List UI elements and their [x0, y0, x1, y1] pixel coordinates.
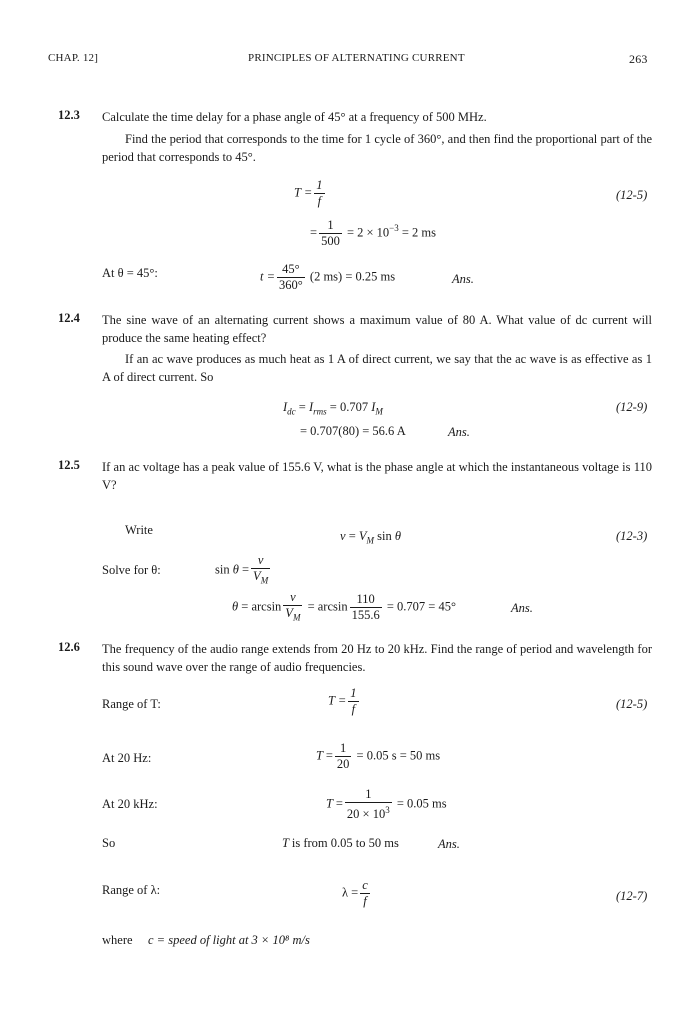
label-solve-theta: Solve for θ: — [102, 563, 161, 577]
page-number: 263 — [629, 52, 648, 66]
equation-dc-rms: $I_{dc} = I_{rms} = 0.707$ $I_M$ — [283, 400, 383, 417]
label-range-period: Range of T: — [102, 697, 161, 711]
problem-question: The frequency of the audio range extends from 20 Hz to 20 kHz. Find the range of period and wavelength for this sound wave over the range of audio frequencies. — [102, 642, 652, 674]
label-at-angle: At θ = 45°: — [102, 266, 158, 280]
problem-number: 12.6 — [58, 640, 80, 654]
label-so: So — [102, 836, 116, 850]
equation-period-range: T is from 0.05 to 50 ms — [282, 836, 399, 850]
running-header-chapter: CHAP. 12] — [48, 52, 99, 64]
equation-sin-theta: sin θ = $\frac{v}{V_M}$ — [215, 553, 272, 589]
equation-time-delay: t = $\frac{45^\circ}{360^\circ}$ (2 ms) = 0.25 ms — [260, 262, 396, 292]
answer-label: Ans. — [511, 601, 533, 615]
problem-solution-text: If an ac wave produces as much heat as 1 A of direct current, we say that the ac wave is as effective as 1 A of direct current. So — [102, 352, 652, 384]
problem-question: The sine wave of an alternating current shows a maximum value of 80 A. What value of dc current will produce the same heating effect? — [102, 313, 652, 345]
problem-solution-text: Find the period that corresponds to the time for 1 cycle of 360°, and then find the proportional part of the period that corresponds to 45°. — [102, 132, 652, 164]
answer-label: Ans. — [452, 272, 474, 286]
equation-sine-voltage: $v = V_M$ sin θ — [340, 529, 401, 546]
equation-period: T = $\frac{1}{f}$ — [294, 178, 323, 208]
label-write: Write — [125, 523, 153, 537]
equation-reference: (12-3) — [616, 529, 648, 543]
equation-reference: (12-9) — [616, 400, 648, 414]
problem-number: 12.5 — [58, 458, 80, 472]
equation-reference: (12-7) — [616, 889, 648, 903]
equation-period: T = $\frac{1}{f}$ — [328, 686, 357, 716]
problem-number: 12.4 — [58, 311, 80, 325]
equation-arcsin: θ = arcsin $\frac{v}{V_M}$ = arcsin $\frac{110}{155.6}$ = 0.707 = 45° — [232, 590, 456, 626]
where-label: where — [102, 933, 133, 947]
problem-question: Calculate the time delay for a phase angle of 45° at a frequency of 500 MHz. — [102, 110, 487, 124]
running-header-title: PRINCIPLES OF ALTERNATING CURRENT — [248, 52, 465, 64]
answer-label: Ans. — [448, 425, 470, 439]
problem-number: 12.3 — [58, 108, 80, 122]
label-at-20hz: At 20 Hz: — [102, 751, 152, 765]
label-range-wavelength: Range of λ: — [102, 883, 161, 897]
equation-reference: (12-5) — [616, 697, 648, 711]
equation-wavelength: λ = $\frac{c}{f}$ — [342, 878, 368, 908]
equation-dc-value: = 0.707(80) = 56.6 A — [300, 424, 406, 438]
equation-period-value: = $\frac{1}{500}$ = $2 \times 10^{-3} = 2$ ms — [310, 218, 437, 248]
where-definition: c = speed of light at 3 × 10⁸ m/s — [148, 933, 310, 947]
problem-question: If an ac voltage has a peak value of 155.6 V, what is the phase angle at which the instantaneous voltage is 110 V? — [102, 460, 652, 492]
equation-reference: (12-5) — [616, 188, 648, 202]
equation-period-20khz: T = $\frac{1}{20 \times 10^3}$ = 0.05 ms — [326, 787, 447, 822]
label-at-20khz: At 20 kHz: — [102, 797, 158, 811]
equation-period-20hz: T = $\frac{1}{20}$ = 0.05 s = 50 ms — [316, 741, 441, 771]
answer-label: Ans. — [438, 837, 460, 851]
